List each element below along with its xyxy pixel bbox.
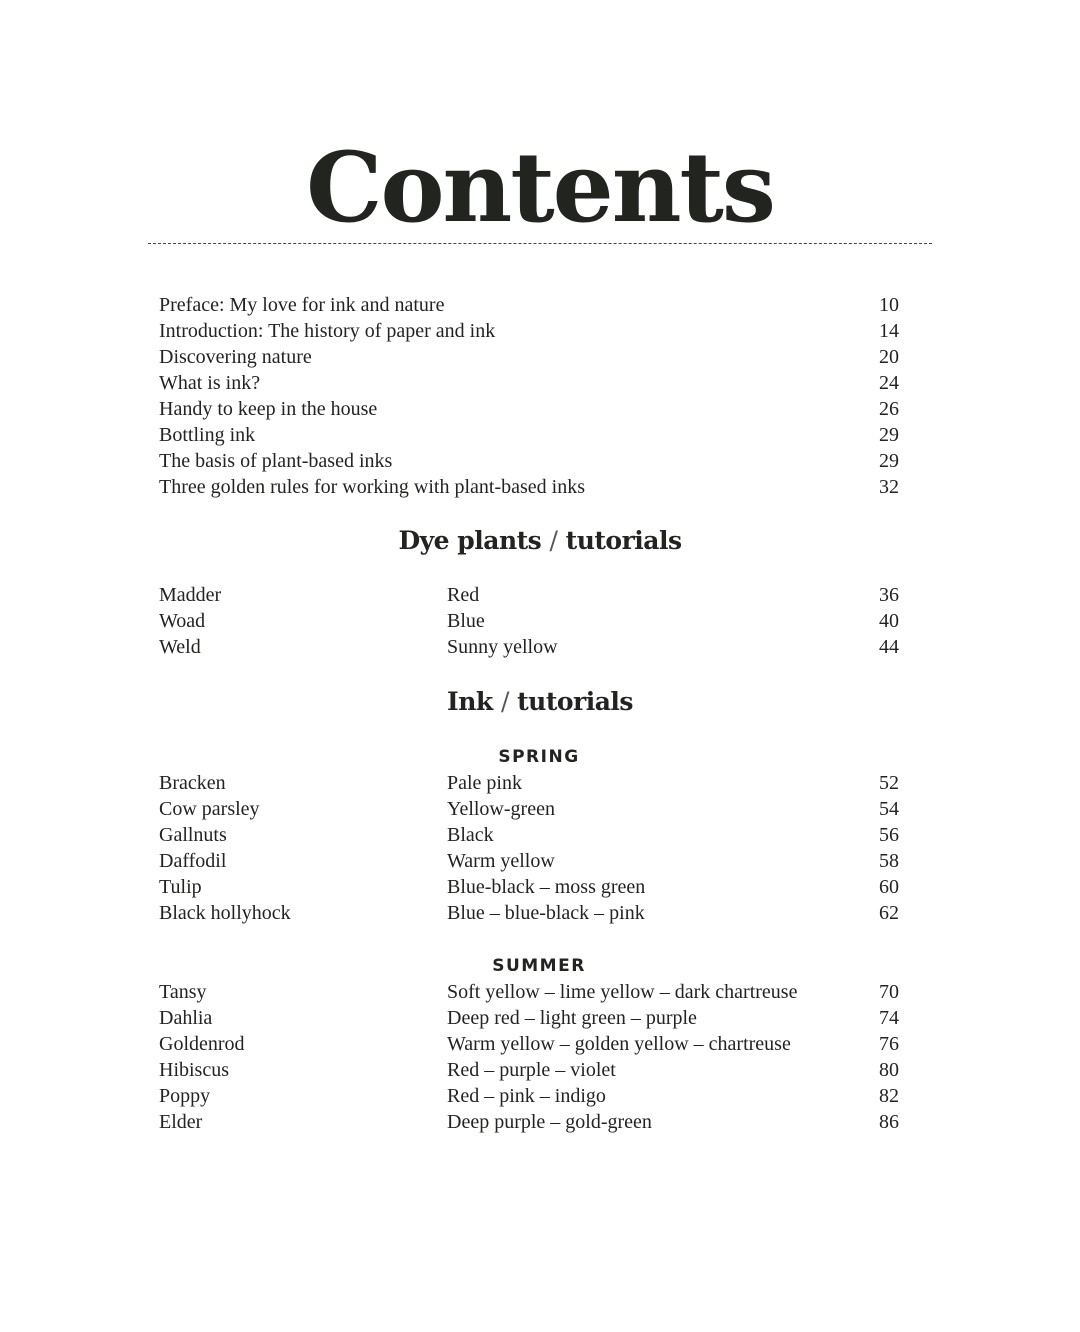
plant-name: Elder	[159, 1111, 203, 1133]
plant-name: Daffodil	[159, 850, 227, 872]
ink-color: Sunny yellow	[447, 636, 558, 658]
intro-list	[159, 292, 899, 500]
page-number: 10	[879, 294, 899, 316]
heading-slash: /	[549, 526, 558, 555]
ink-color: Warm yellow	[447, 850, 555, 872]
plant-name: Poppy	[159, 1085, 211, 1107]
page-number: 74	[879, 1007, 899, 1029]
ink-color: Blue	[447, 610, 485, 632]
toc-row[interactable]	[159, 900, 899, 926]
page-number: 26	[879, 398, 899, 420]
toc-row[interactable]	[159, 770, 899, 796]
entry-title: Handy to keep in the house	[159, 398, 378, 420]
page-number: 24	[879, 372, 899, 394]
toc-row[interactable]	[159, 1083, 899, 1109]
ink-heading-main: Ink	[447, 687, 493, 716]
page-number: 82	[879, 1085, 899, 1107]
page-number: 52	[879, 772, 899, 794]
page-number: 32	[879, 476, 899, 498]
ink-color: Blue-black – moss green	[447, 876, 646, 898]
ink-color: Deep red – light green – purple	[447, 1007, 697, 1029]
toc-row[interactable]	[159, 582, 899, 608]
entry-title: The basis of plant-based inks	[159, 450, 393, 472]
toc-row[interactable]	[159, 448, 899, 474]
dye-heading-sub: tutorials	[565, 526, 682, 555]
entry-title: Bottling ink	[159, 424, 256, 446]
ink-color: Red – pink – indigo	[447, 1085, 606, 1107]
page-title: Contents	[306, 131, 774, 244]
toc-row[interactable]	[159, 848, 899, 874]
ink-color: Blue – blue-black – pink	[447, 902, 645, 924]
page-number: 56	[879, 824, 899, 846]
toc-row[interactable]	[159, 1109, 899, 1135]
ink-color: Yellow-green	[447, 798, 555, 820]
toc-row[interactable]	[159, 396, 899, 422]
toc-row[interactable]	[159, 370, 899, 396]
toc-row[interactable]	[159, 822, 899, 848]
heading-slash: /	[500, 687, 509, 716]
page-number: 70	[879, 981, 899, 1003]
page-number: 36	[879, 584, 899, 606]
ink-heading-sub: tutorials	[517, 687, 633, 716]
plant-name: Cow parsley	[159, 798, 260, 820]
plant-name: Hibiscus	[159, 1059, 229, 1081]
dye-section-heading	[0, 525, 1080, 557]
page-number: 54	[879, 798, 899, 820]
season-heading-spring: SPRING	[498, 747, 580, 767]
toc-row[interactable]	[159, 474, 899, 500]
ink-color: Black	[447, 824, 494, 846]
page-number: 14	[879, 320, 899, 342]
page-number: 76	[879, 1033, 899, 1055]
page-number: 20	[879, 346, 899, 368]
toc-row[interactable]	[159, 874, 899, 900]
ink-color: Soft yellow – lime yellow – dark chartreuse	[447, 981, 798, 1003]
ink-color: Red – purple – violet	[447, 1059, 616, 1081]
ink-color: Red	[447, 584, 480, 606]
toc-row[interactable]	[159, 1005, 899, 1031]
page-number: 29	[879, 450, 899, 472]
page-number: 44	[879, 636, 899, 658]
entry-title: Discovering nature	[159, 346, 312, 368]
entry-title: Three golden rules for working with plant-based inks	[159, 476, 586, 498]
page-number: 29	[879, 424, 899, 446]
entry-title: Preface: My love for ink and nature	[159, 294, 445, 316]
plant-name: Dahlia	[159, 1007, 213, 1029]
entry-title: Introduction: The history of paper and ink	[159, 320, 496, 342]
page-number: 80	[879, 1059, 899, 1081]
page-number: 86	[879, 1111, 899, 1133]
toc-row[interactable]	[159, 292, 899, 318]
plant-name: Madder	[159, 584, 222, 606]
plant-name: Tulip	[159, 876, 202, 898]
dye-list	[159, 582, 899, 660]
toc-row[interactable]	[159, 318, 899, 344]
toc-row[interactable]	[159, 608, 899, 634]
plant-name: Goldenrod	[159, 1033, 245, 1055]
toc-row[interactable]	[159, 1031, 899, 1057]
plant-name: Gallnuts	[159, 824, 227, 846]
entry-title: What is ink?	[159, 372, 261, 394]
toc-row[interactable]	[159, 796, 899, 822]
page-number: 60	[879, 876, 899, 898]
toc-row[interactable]	[159, 344, 899, 370]
plant-name: Woad	[159, 610, 206, 632]
toc-row[interactable]	[159, 634, 899, 660]
plant-name: Tansy	[159, 981, 207, 1003]
toc-row[interactable]	[159, 1057, 899, 1083]
dye-heading-main: Dye plants	[398, 526, 542, 555]
ink-color: Warm yellow – golden yellow – chartreuse	[447, 1033, 791, 1055]
toc-row[interactable]	[159, 979, 899, 1005]
plant-name: Weld	[159, 636, 201, 658]
plant-name: Bracken	[159, 772, 226, 794]
season-heading-summer: SUMMER	[492, 956, 586, 976]
dashed-divider	[148, 243, 932, 244]
plant-name: Black hollyhock	[159, 902, 291, 924]
ink-color: Pale pink	[447, 772, 522, 794]
page-number: 58	[879, 850, 899, 872]
page-number: 62	[879, 902, 899, 924]
ink-section-heading	[0, 686, 1080, 718]
spring-list	[159, 770, 899, 926]
toc-row[interactable]	[159, 422, 899, 448]
ink-color: Deep purple – gold-green	[447, 1111, 652, 1133]
summer-list	[159, 979, 899, 1135]
page-number: 40	[879, 610, 899, 632]
